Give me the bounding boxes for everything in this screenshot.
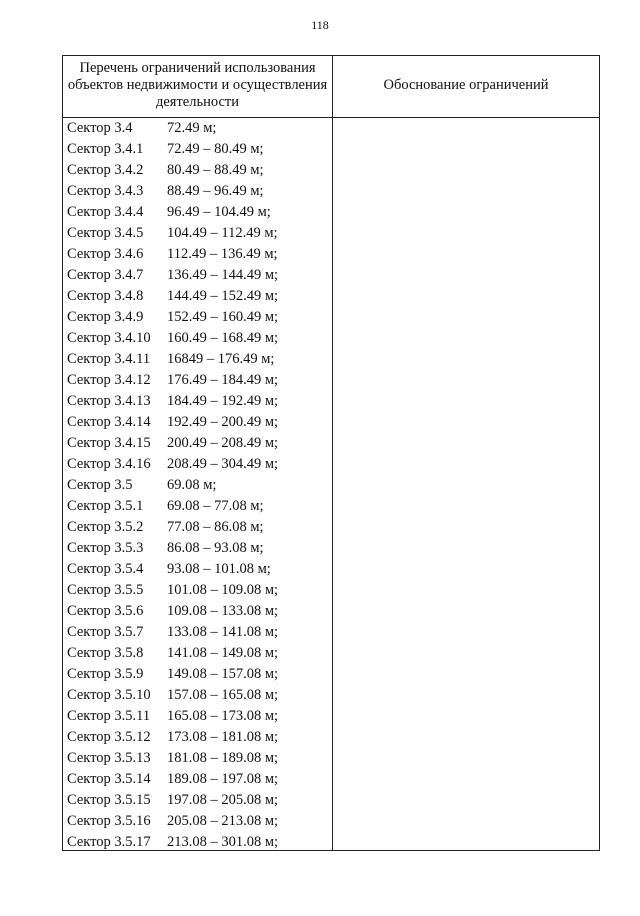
sector-range: 160.49 – 168.49 м;	[167, 330, 279, 346]
table-row	[63, 454, 332, 475]
table-row	[63, 706, 332, 727]
header-left-line-1: Перечень ограничений использования	[79, 60, 316, 76]
table-row	[63, 370, 332, 391]
sector-label: Сектор 3.4.16	[67, 456, 151, 472]
sector-label: Сектор 3.4.7	[67, 267, 144, 283]
sector-label: Сектор 3.5.4	[67, 561, 144, 577]
sector-range: 86.08 – 93.08 м;	[167, 540, 264, 556]
table-row	[63, 433, 332, 454]
header-left-line-2: объектов недвижимости и осуществления	[67, 77, 328, 93]
sector-label: Сектор 3.5	[67, 477, 133, 493]
table-row	[63, 832, 332, 853]
sector-range: 80.49 – 88.49 м;	[167, 162, 264, 178]
sector-label: Сектор 3.5.13	[67, 750, 151, 766]
sector-label: Сектор 3.5.6	[67, 603, 144, 619]
table-row	[63, 328, 332, 349]
table-row	[63, 580, 332, 601]
sector-label: Сектор 3.5.14	[67, 771, 151, 787]
sector-label: Сектор 3.4.9	[67, 309, 144, 325]
sector-range: 69.08 – 77.08 м;	[167, 498, 264, 514]
sector-label: Сектор 3.4.11	[67, 351, 151, 367]
sector-range: 96.49 – 104.49 м;	[167, 204, 271, 220]
sector-range: 69.08 м;	[167, 477, 217, 493]
table-row	[63, 622, 332, 643]
sector-label: Сектор 3.5.11	[67, 708, 151, 724]
sector-range: 72.49 м;	[167, 120, 217, 136]
header-right: Обоснование ограничений	[383, 77, 549, 93]
table-row	[63, 412, 332, 433]
column-divider	[332, 56, 333, 850]
sector-label: Сектор 3.4.13	[67, 393, 151, 409]
table-row	[63, 349, 332, 370]
sector-range: 93.08 – 101.08 м;	[167, 561, 271, 577]
table-row	[63, 664, 332, 685]
sector-range: 101.08 – 109.08 м;	[167, 582, 279, 598]
table-row	[63, 307, 332, 328]
sector-range: 136.49 – 144.49 м;	[167, 267, 279, 283]
sector-range: 144.49 – 152.49 м;	[167, 288, 279, 304]
sector-range: 88.49 – 96.49 м;	[167, 183, 264, 199]
sector-label: Сектор 3.5.2	[67, 519, 144, 535]
sector-range: 165.08 – 173.08 м;	[167, 708, 279, 724]
table-row	[63, 118, 332, 139]
table-row	[63, 265, 332, 286]
table-row	[63, 139, 332, 160]
sector-label: Сектор 3.4.2	[67, 162, 144, 178]
table-row	[63, 769, 332, 790]
table-row	[63, 496, 332, 517]
table-row	[63, 643, 332, 664]
sector-range: 213.08 – 301.08 м;	[167, 834, 279, 850]
sector-label: Сектор 3.5.12	[67, 729, 151, 745]
table-row	[63, 748, 332, 769]
sector-range: 189.08 – 197.08 м;	[167, 771, 279, 787]
table-row	[63, 559, 332, 580]
sector-label: Сектор 3.5.17	[67, 834, 151, 850]
sector-range: 208.49 – 304.49 м;	[167, 456, 279, 472]
table-row	[63, 181, 332, 202]
sector-label: Сектор 3.4.5	[67, 225, 144, 241]
sector-label: Сектор 3.4.15	[67, 435, 151, 451]
table-row	[63, 391, 332, 412]
sector-label: Сектор 3.4.4	[67, 204, 144, 220]
sector-range: 157.08 – 165.08 м;	[167, 687, 279, 703]
sector-label: Сектор 3.5.8	[67, 645, 144, 661]
page-number: 118	[311, 18, 329, 32]
table-row	[63, 811, 332, 832]
sector-range: 109.08 – 133.08 м;	[167, 603, 279, 619]
sector-label: Сектор 3.5.9	[67, 666, 144, 682]
table-row	[63, 475, 332, 496]
sector-label: Сектор 3.5.7	[67, 624, 144, 640]
table-row	[63, 160, 332, 181]
table-row	[63, 790, 332, 811]
sector-range: 141.08 – 149.08 м;	[167, 645, 279, 661]
sector-label: Сектор 3.4	[67, 120, 133, 136]
header-left	[63, 60, 332, 111]
sector-range: 16849 – 176.49 м;	[167, 351, 275, 367]
table-row	[63, 202, 332, 223]
sector-range: 205.08 – 213.08 м;	[167, 813, 279, 829]
sector-range: 192.49 – 200.49 м;	[167, 414, 279, 430]
table-row	[63, 601, 332, 622]
sector-label: Сектор 3.5.1	[67, 498, 144, 514]
sector-label: Сектор 3.5.16	[67, 813, 151, 829]
header-left-line-3: деятельности	[155, 94, 239, 110]
sector-range: 176.49 – 184.49 м;	[167, 372, 279, 388]
sector-label: Сектор 3.5.10	[67, 687, 151, 703]
table-row	[63, 685, 332, 706]
sector-range: 104.49 – 112.49 м;	[167, 225, 278, 241]
sector-range: 181.08 – 189.08 м;	[167, 750, 279, 766]
sector-label: Сектор 3.4.10	[67, 330, 151, 346]
sector-label: Сектор 3.4.12	[67, 372, 151, 388]
sector-label: Сектор 3.4.6	[67, 246, 144, 262]
sector-label: Сектор 3.5.3	[67, 540, 144, 556]
sector-range: 152.49 – 160.49 м;	[167, 309, 279, 325]
sector-range: 173.08 – 181.08 м;	[167, 729, 279, 745]
table-row	[63, 727, 332, 748]
sector-label: Сектор 3.4.3	[67, 183, 144, 199]
restrictions-table	[62, 55, 600, 851]
sector-range: 197.08 – 205.08 м;	[167, 792, 279, 808]
sector-label: Сектор 3.5.5	[67, 582, 144, 598]
table-row	[63, 223, 332, 244]
sector-range: 133.08 – 141.08 м;	[167, 624, 279, 640]
table-rows	[63, 118, 332, 853]
table-row	[63, 538, 332, 559]
sector-label: Сектор 3.5.15	[67, 792, 151, 808]
sector-range: 149.08 – 157.08 м;	[167, 666, 279, 682]
table-row	[63, 517, 332, 538]
sector-range: 112.49 – 136.49 м;	[167, 246, 278, 262]
sector-range: 72.49 – 80.49 м;	[167, 141, 264, 157]
table-row	[63, 244, 332, 265]
sector-label: Сектор 3.4.1	[67, 141, 144, 157]
sector-range: 200.49 – 208.49 м;	[167, 435, 279, 451]
sector-label: Сектор 3.4.8	[67, 288, 144, 304]
table-row	[63, 286, 332, 307]
sector-range: 77.08 – 86.08 м;	[167, 519, 264, 535]
sector-range: 184.49 – 192.49 м;	[167, 393, 279, 409]
sector-label: Сектор 3.4.14	[67, 414, 151, 430]
